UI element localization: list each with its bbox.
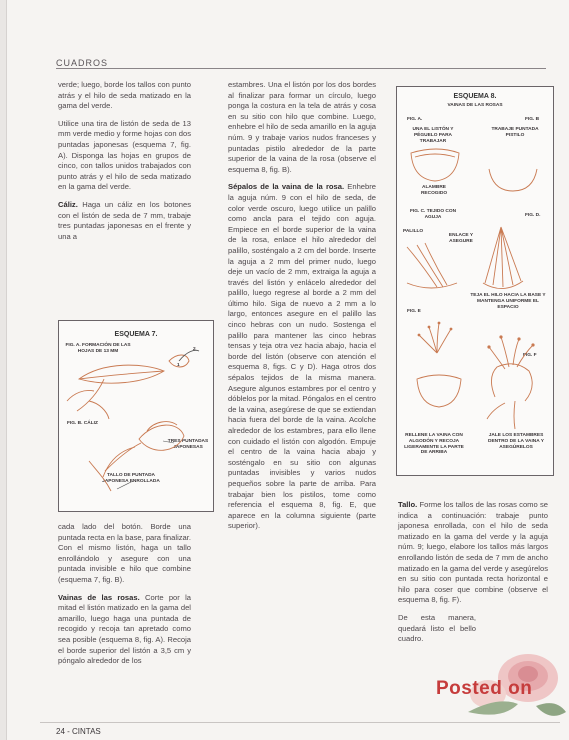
- esquema-8-fig-d: FIG. D.: [525, 213, 541, 218]
- esquema-8-rellene: RELLENE LA VAINA CON ALGODÓN Y RECOJA LIGERAMENTE LA PARTE DE ARRIBA: [404, 433, 464, 456]
- sepalos-text: Enhebre la aguja núm. 9 con el hilo de seda, de color verde oscuro, luego utilice un palillo como ancla para el tejido con aguja. Empiece en el borde superior de la vaina de la rosa, enlace el hilo alrededor del palillo, sosténgalo a 2 cm del borde. Inserte la aguja a 2 mm del primer nudo, luego deje un vacío de 2 mm, extraiga la aguja a través del listón y enlácelo alrededor del palillo, luego regrese al borde a 2 mm del último hilo. Siga de nuevo a 2 mm a lo largo, entonces asegure en el palillo las cinco hebras con un nudo. Sostenga el palillo para mantener las cinco hebras tensas y teja otra vez hacia abajo, hacia el borde del listón (observe con atención el esquema 8, figs. C y D). Haga otros dos sépalos tejidos de la misma manera. Asegure algunos estambres por el centro y dóblelos por la mitad. Póngalos en el centro de la vaina, asegúrese de que se extiendan hacia fuera del borde de la vaina. Acolche alrededor de los estambres, para ello llene con cuidado el listón con algodón. Empuje el centro de la vaina hacia abajo y sosténgalo en su sitio con algunas puntadas invisibles y varios nudos pequeños sobre la parte de arriba. Para trabajar bien los pistilos, tome como referencia el esquema 8, fig. E, que aparece en la columna siguiente (parte superior).: [228, 182, 376, 531]
- page-footer: 24 - CINTAS: [56, 727, 101, 736]
- col1-paragraph-4: cada lado del botón. Borde una puntada recta en la base, para finalizar. Con el mismo listón, haga un tallo enrollándolo y asegure con una puntada invisible e hilo que combine (esquema 7, fig. B).: [58, 522, 191, 584]
- esquema-8-subtitle: VAINAS DE LAS ROSAS: [447, 103, 503, 108]
- col1-paragraph-3: [58, 200, 191, 242]
- col3-paragraph-2: De esta manera, quedará listo el bello cuadro.: [398, 612, 476, 644]
- esquema-7-fig-b: FIG. B. CÁLIZ: [67, 421, 98, 426]
- rose-f: [491, 364, 532, 401]
- esquema-7-step-1: 1: [177, 363, 180, 368]
- esquema-7-step-2: 2: [193, 347, 196, 352]
- header-rule: [56, 68, 546, 69]
- esquema-7-illustration: [59, 321, 213, 511]
- esquema-8-teja: TEJA EL HILO HACIA LA BASE Y MANTENGA UNIFORME EL ESPACIO: [470, 293, 546, 310]
- esquema-8-enlace: ENLACE Y ASEGURE: [448, 233, 474, 244]
- esquema-7-tallo: TALLO DE PUNTADA JAPONESA ENROLLADA: [102, 473, 160, 484]
- esquema-7-tres-puntadas: TRES PUNTADAS JAPONESAS: [167, 439, 209, 450]
- esquema-8-diagram: [396, 86, 554, 476]
- needle-weave: [407, 243, 447, 287]
- esquema-8-palillo: PALILLO: [403, 229, 424, 234]
- stamens-e: [419, 323, 451, 353]
- column-2: [228, 80, 376, 539]
- vainas-heading: Vainas de las rosas.: [58, 592, 140, 602]
- sepalos-heading: Sépalos de la vaina de la rosa.: [228, 182, 345, 192]
- esquema-8-una: UNA EL LISTÓN Y PÉGUELO PARA TRABAJAR: [412, 127, 454, 144]
- esquema-8-title: ESQUEMA 8.: [453, 93, 497, 100]
- rose-photo: [458, 632, 568, 722]
- tallo-heading: Tallo.: [398, 500, 418, 509]
- column-1: [58, 80, 191, 249]
- caliz-text: Haga un cáliz en los botones con el listón de seda de 7 mm, trabaje tres puntadas japonesas en el frente y una a: [58, 199, 191, 241]
- col1-paragraph-2: Utilice una tira de listón de seda de 13 mm verde medio y forme hojas con dos puntadas japonesas (esquema 7, fig. A). Disponga las hojas en grupos de cinco, con tallos unidos trabajados con punto atrás y el hilo de seda matizado en la gama del verde.: [58, 118, 191, 192]
- column-1-continued: [58, 522, 191, 674]
- footer-rule: [40, 722, 560, 723]
- col3-paragraph-1: [398, 500, 548, 606]
- esquema-8-fig-b: FIG. B: [525, 117, 540, 122]
- page-binding-edge: [0, 0, 7, 740]
- esquema-8-fig-a: FIG. A.: [407, 117, 423, 122]
- esquema-8-trabaje: TRABAJE PUNTADA PISTILO: [491, 127, 539, 138]
- esquema-8-jale: JALE LOS ESTAMBRES DENTRO DE LA VAINA Y ASEGÚRELOS: [488, 433, 544, 450]
- esquema-7-diagram: [58, 320, 214, 512]
- calyx-bud: [139, 425, 184, 450]
- tallo-text: Forme los tallos de las rosas como se indica a continuación: trabaje punto japonesa enrollada, con el hilo de seda matizado en la gama del verde y la aguja núm. 9; luego, elabore los tallos más largos enrollando listón de seda de 7 mm de ancho matizado en la gama del verde y asegúrelos en su sitio con puntada recta horizontal e hilo para coser que combine (observe el esquema 8, fig. F).: [398, 500, 548, 605]
- esquema-7-title: ESQUEMA 7.: [114, 331, 158, 338]
- column-3: [398, 500, 548, 652]
- col2-paragraph-2: [228, 182, 376, 532]
- sepal-d: [485, 227, 521, 287]
- section-title: CUADROS: [56, 58, 109, 68]
- watermark-text: Posted on: [436, 678, 533, 699]
- col1-paragraph-1: verde; luego, borde los tallos con punto atrás y el hilo de seda matizado en la gama del verde.: [58, 80, 191, 111]
- esquema-8-fig-f: FIG. F: [523, 353, 537, 358]
- col2-paragraph-1: estambres. Una el listón por los dos bordes al finalizar para formar un círculo, luego ponga la costura en la tela de atrás y cosa en su sitio con hilo que combine. Luego, enhebre el hilo de seda amarillo en la aguja núm. 9 y trabaje varios nudos franceses y puntadas pistilo alrededor de la parte superior de la vaina de la rosa (observe el esquema 8, fig. B).: [228, 80, 376, 174]
- esquema-8-fig-e: FIG. E: [407, 309, 421, 314]
- esquema-8-alambre: ALAMBRE RECOGIDO: [420, 185, 448, 196]
- esquema-8-illustration: [397, 87, 553, 475]
- esquema-8-fig-c: FIG. C. TEJIDO CON AGUJA: [409, 209, 457, 220]
- vainas-text: Corte por la mitad el listón matizado en la gama del amarillo, luego haga una puntada de recogido y recoja tan apretado como sea posible (esquema 8, fig. A). Recoja el borde superior del listón a 3,5 cm y póngalo alrededor de los: [58, 592, 191, 666]
- esquema-7-fig-a: FIG. A. FORMACIÓN DE LAS HOJAS DE 13 MM: [65, 343, 131, 354]
- sheath-b: [489, 169, 537, 191]
- caliz-heading: Cáliz.: [58, 199, 78, 209]
- col1-paragraph-5: [58, 593, 191, 667]
